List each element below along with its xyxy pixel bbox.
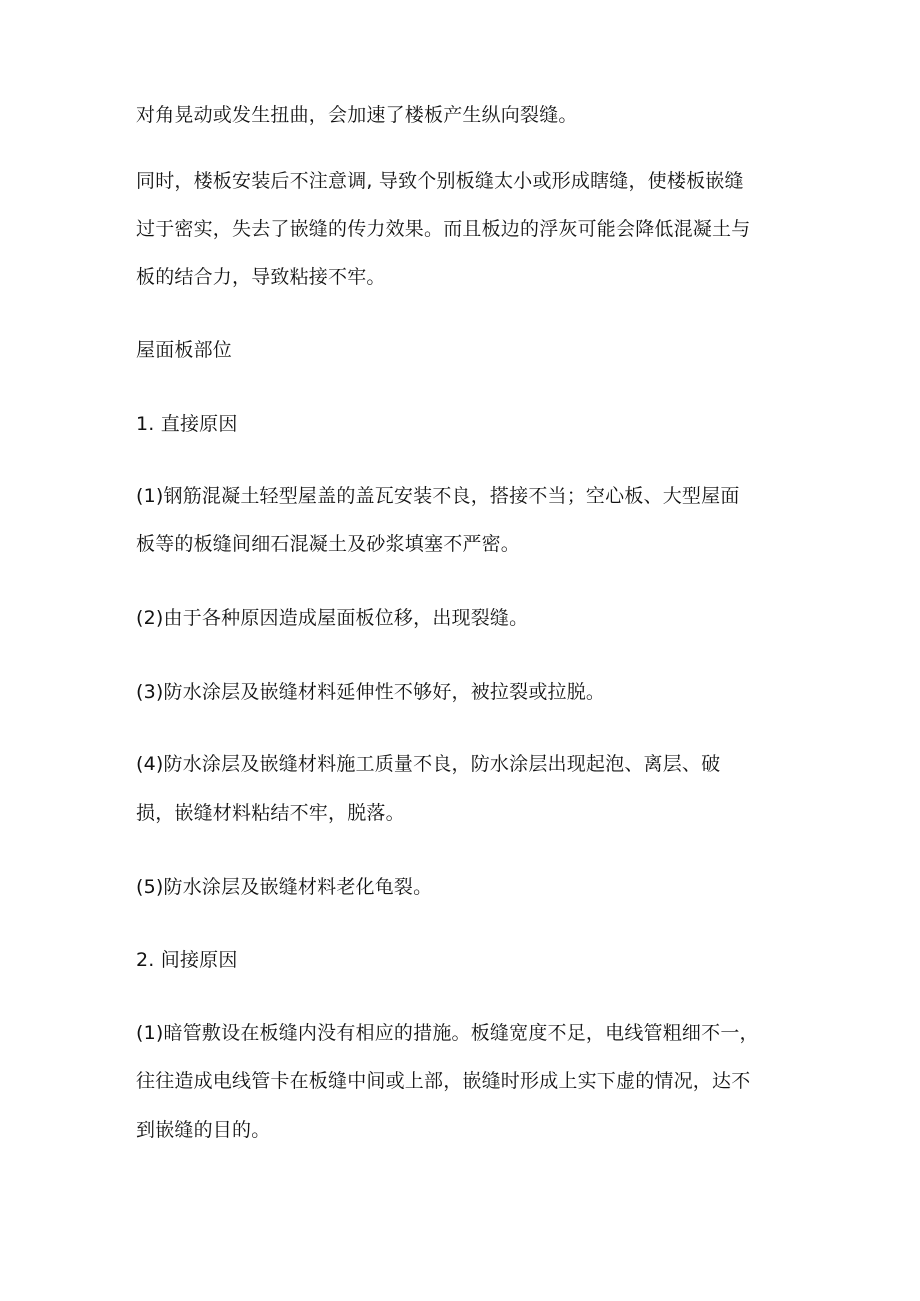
text-line: 到嵌缝的目的。 <box>136 1119 271 1141</box>
subsection-heading: 2. 间接原因 <box>136 949 238 971</box>
subsection-heading: 1. 直接原因 <box>136 413 238 435</box>
section-heading: 屋面板部位 <box>136 339 233 361</box>
text-line: 损，嵌缝材料粘结不牢，脱落。 <box>136 802 405 824</box>
text-line: (2)由于各种原因造成屋面板位移，出现裂缝。 <box>136 607 529 629</box>
text-line: 板等的板缝间细石混凝土及砂浆填塞不严密。 <box>136 533 521 555</box>
text-line: (1)暗管敷设在板缝内没有相应的措施。板缝宽度不足，电线管粗细不一， <box>136 1022 759 1044</box>
text-line: 过于密实，失去了嵌缝的传力效果。而且板边的浮灰可能会降低混凝土与 <box>136 218 751 240</box>
text-line: 往往造成电线管卡在板缝中间或上部，嵌缝时形成上实下虚的情况，达不 <box>136 1070 751 1092</box>
text-line: (3)防水涂层及嵌缝材料延伸性不够好，被拉裂或拉脱。 <box>136 681 606 703</box>
text-line: (5)防水涂层及嵌缝材料老化龟裂。 <box>136 876 433 898</box>
text-line: 对角晃动或发生扭曲，会加速了楼板产生纵向裂缝。 <box>136 104 578 126</box>
text-line: 板的结合力，导致粘接不牢。 <box>136 266 386 288</box>
text-line: (4)防水涂层及嵌缝材料施工质量不良，防水涂层出现起泡、离层、破 <box>136 753 721 775</box>
text-line: (1)钢筋混凝土轻型屋盖的盖瓦安装不良，搭接不当；空心板、大型屋面 <box>136 485 740 507</box>
text-line: 同时，楼板安装后不注意调, 导致个别板缝太小或形成瞎缝，使楼板嵌缝 <box>136 170 744 192</box>
